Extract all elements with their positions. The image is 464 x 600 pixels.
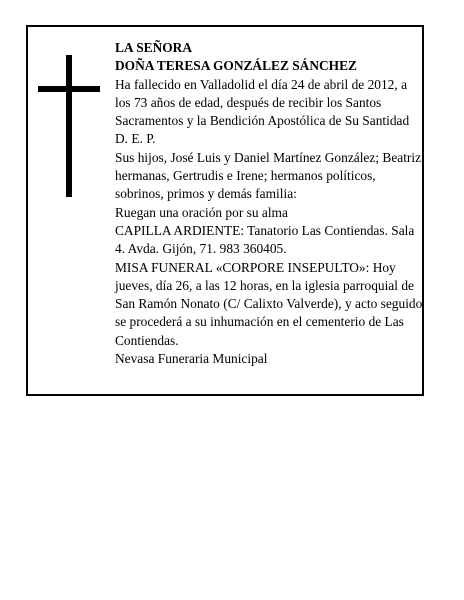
cross-horizontal-bar bbox=[38, 86, 100, 92]
latin-cross-icon bbox=[38, 55, 100, 197]
obituary-notice bbox=[26, 25, 424, 396]
death-statement: Ha fallecido en Valladolid el día 24 de abril de 2012, a los 73 años de edad, después de recibir los Santos Sacramentos y la Bendición Apostólica de Su Santidad D. E. P. bbox=[115, 76, 410, 147]
funeral-info: MISA FUNERAL «CORPORE INSEPULTO»: Hoy jueves, día 26, a las 12 horas, en la iglesia parroquial de San Ramón Nonato (C/ Calixto Valverde), y acto seguido se procederá a su inhumación en el cementerio de Las Contiendas. bbox=[115, 259, 423, 348]
chapel-info: CAPILLA ARDIENTE: Tanatorio Las Contiendas. Sala 4. Avda. Gijón, 71. 983 360405. bbox=[115, 222, 415, 257]
deceased-name: DOÑA TERESA GONZÁLEZ SÁNCHEZ bbox=[115, 58, 357, 74]
notice-text bbox=[115, 39, 425, 368]
prayer-request: Ruegan una oración por su alma bbox=[115, 204, 288, 220]
cross-vertical-bar bbox=[66, 55, 72, 197]
notice-heading: LA SEÑORA bbox=[115, 40, 193, 55]
family-list: Sus hijos, José Luis y Daniel Martínez González; Beatriz; hermanas, Gertrudis e Irene; hermanos políticos, sobrinos, primos y demás familia: bbox=[115, 149, 425, 202]
funeral-home: Nevasa Funeraria Municipal bbox=[115, 351, 268, 367]
